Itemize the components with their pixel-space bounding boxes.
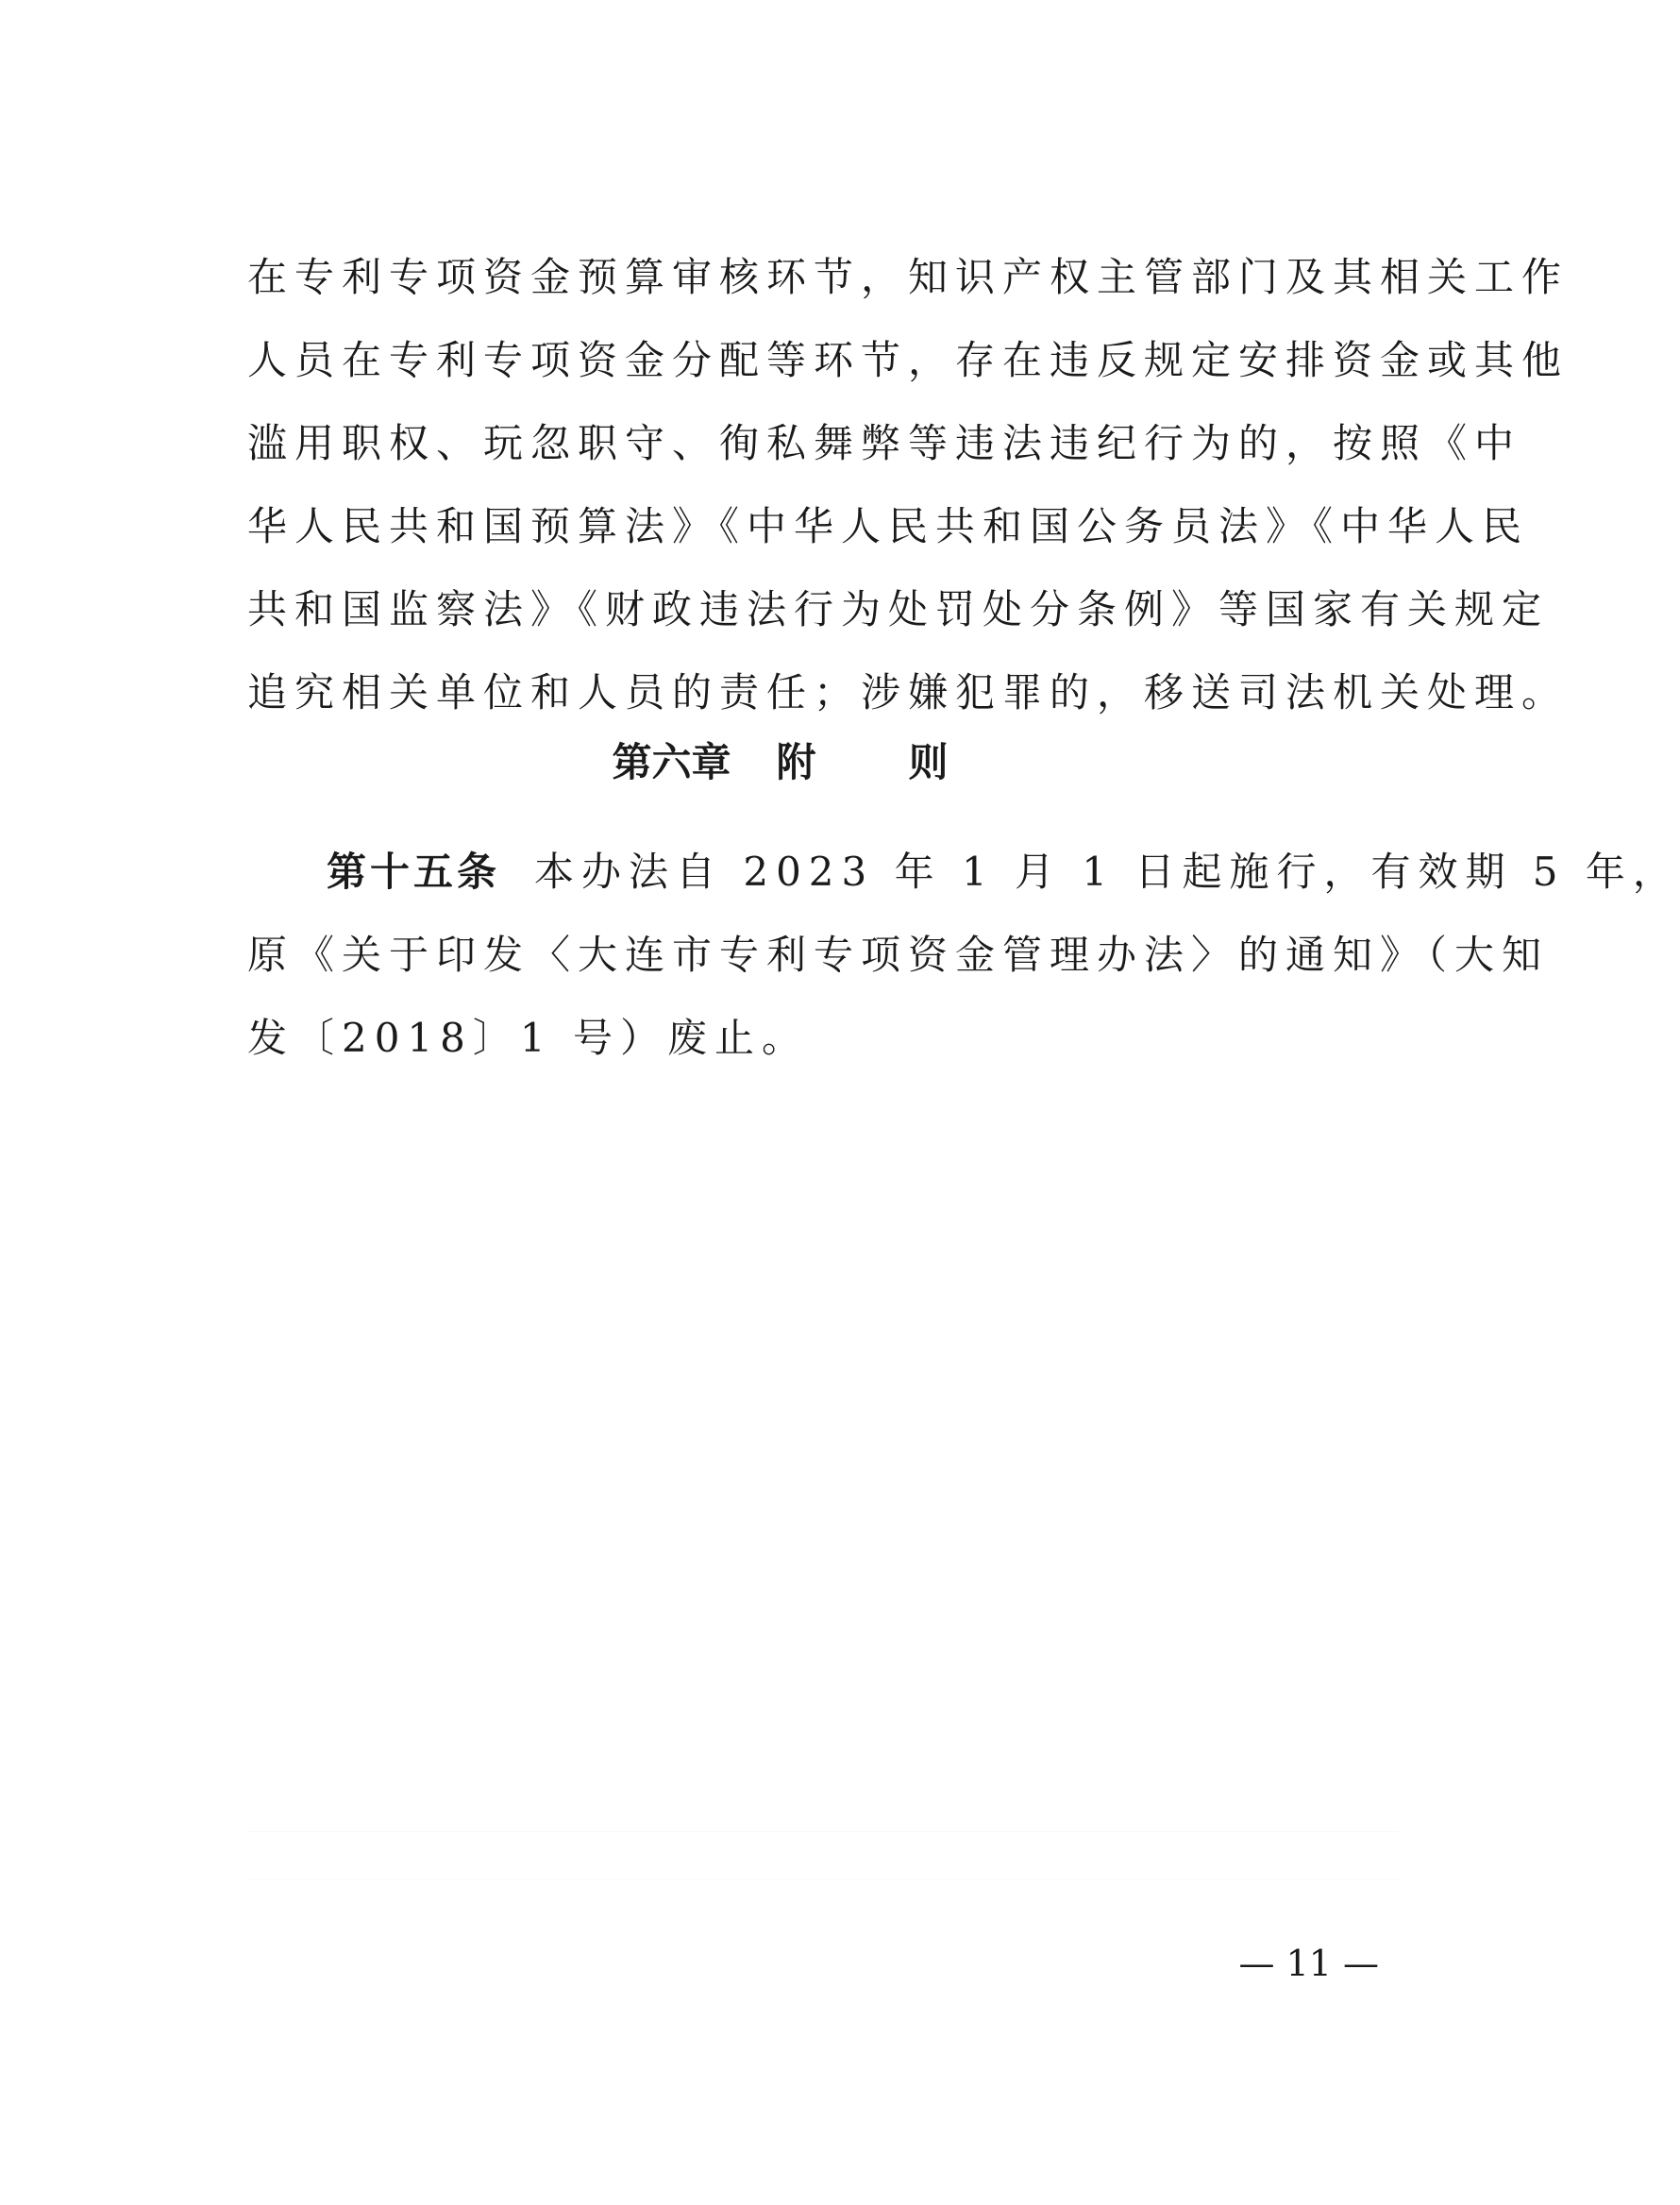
paragraph-line: 追究相关单位和人员的责任；涉嫌犯罪的，移送司法机关处理。 [247,669,1570,715]
paragraph-line: 在专利专项资金预算审核环节，知识产权主管部门及其相关工作 [247,254,1570,300]
page-number: — 11 — [1238,1943,1379,1984]
chapter-title-part-2: 则 [908,739,949,785]
paragraph-line: 华人民共和国预算法》《中华人民共和国公务员法》《中华人民 [247,503,1530,549]
paragraph-liability [247,236,1570,734]
article-label: 第十五条 [327,849,501,895]
article-15 [247,831,1680,1080]
chapter-number: 第六章 [612,739,731,785]
paragraph-line: 滥用职权、玩忽职守、徇私舞弊等违法违纪行为的，按照《中 [247,420,1522,466]
article-line: 原《关于印发〈大连市专利专项资金管理办法〉的通知》（大知 [247,932,1550,978]
paragraph-line: 人员在专利专项资金分配等环节，存在违反规定安排资金或其他 [247,337,1570,383]
chapter-heading [0,734,1560,791]
chapter-title-part-1: 附 [776,739,816,785]
article-line [247,831,1680,914]
faint-bleed-through [247,1831,1399,1880]
paragraph-line: 共和国监察法》《财政违法行为处罚处分条例》等国家有关规定 [247,586,1550,632]
article-text: 本办法自 2023 年 1 月 1 日起施行，有效期 5 年， [534,849,1680,895]
article-line: 发〔2018〕1 号）废止。 [247,1015,809,1061]
